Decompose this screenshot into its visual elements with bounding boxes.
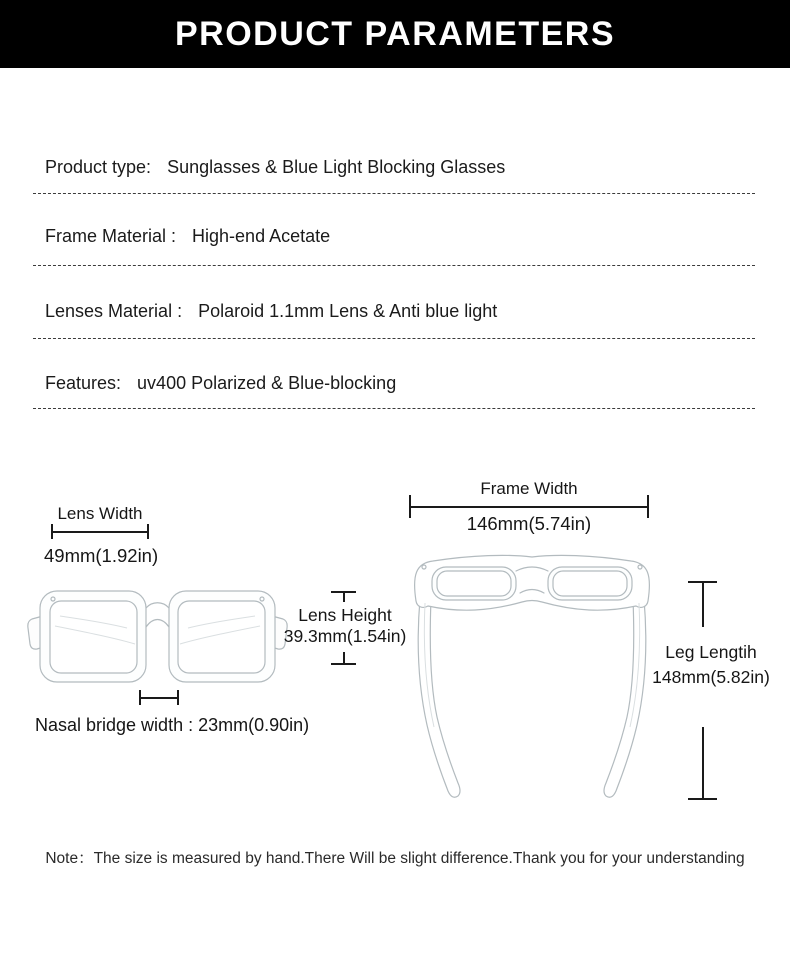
page-title-bar	[0, 0, 790, 68]
divider-dashed-2	[33, 265, 755, 266]
leg-length-line-upper	[702, 581, 704, 627]
frame-width-label: Frame Width	[480, 479, 578, 498]
nasal-bridge-tick-left	[139, 690, 141, 705]
frame-width-value: 146mm(5.74in)	[466, 513, 592, 534]
nasal-bridge-dimension-line	[140, 697, 178, 699]
spec-label-lenses-material: Lenses Material :	[45, 301, 183, 321]
leg-length-label: Leg Lengtih	[665, 642, 757, 662]
note-text: Note：The size is measured by hand.There Will be slight difference.Thank you for your understanding	[45, 850, 745, 867]
divider-dashed-4	[33, 408, 755, 409]
glasses-front-view-illustration	[25, 586, 290, 692]
spec-row-features	[45, 371, 396, 395]
lens-height-value: 39.3mm(1.54in)	[283, 626, 407, 646]
lens-width-tick-right	[147, 524, 149, 539]
glasses-top-view-illustration	[408, 551, 656, 804]
lens-width-value: 49mm(1.92in)	[44, 545, 159, 566]
lens-height-label-box	[266, 605, 424, 647]
spec-value-lenses-material: Polaroid 1.1mm Lens & Anti blue light	[198, 301, 498, 321]
lens-width-tick-left	[51, 524, 53, 539]
spec-value-product-type: Sunglasses & Blue Light Blocking Glasses	[167, 157, 506, 177]
lens-height-stub-top	[343, 591, 345, 602]
frame-width-dimension-line	[410, 506, 648, 508]
spec-value-frame-material: High-end Acetate	[192, 226, 331, 246]
lens-height-stub-bottom	[343, 652, 345, 663]
leg-length-cap-bottom	[688, 798, 717, 800]
page-title: PRODUCT PARAMETERS	[174, 14, 616, 53]
divider-dashed-1	[33, 193, 755, 194]
spec-row-product-type	[45, 155, 505, 179]
spec-label-features: Features:	[45, 373, 122, 393]
spec-label-frame-material: Frame Material :	[45, 226, 177, 246]
spec-label-product-type: Product type:	[45, 157, 152, 177]
spec-value-features: uv400 Polarized & Blue-blocking	[137, 373, 397, 393]
nasal-bridge-label: Nasal bridge width : 23mm(0.90in)	[35, 715, 310, 735]
lens-width-label: Lens Width	[57, 504, 143, 523]
leg-length-line-lower	[702, 727, 704, 799]
nasal-bridge-tick-right	[177, 690, 179, 705]
spec-row-frame-material	[45, 224, 330, 248]
spec-row-lenses-material	[45, 299, 497, 323]
lens-height-label: Lens Height	[298, 605, 392, 625]
leg-length-label-box	[636, 640, 786, 690]
leg-length-value: 148mm(5.82in)	[652, 667, 770, 687]
divider-dashed-3	[33, 338, 755, 339]
lens-height-cap-bottom	[331, 663, 356, 665]
lens-width-dimension-line	[52, 531, 148, 533]
